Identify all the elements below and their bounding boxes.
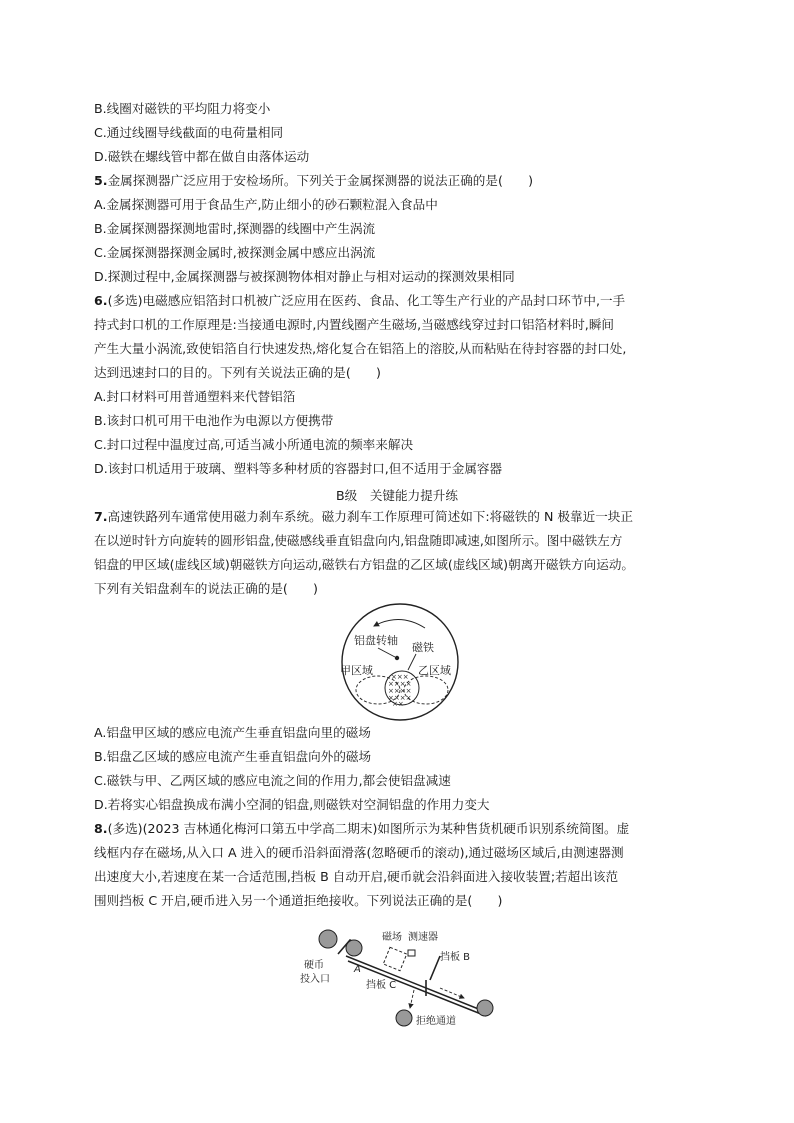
q7-option-c: C.磁铁与甲、乙两区域的感应电流之间的作用力,都会使铝盘减速 — [94, 773, 451, 788]
right-region-label: 乙区域 — [418, 664, 451, 677]
reject-arrow — [410, 990, 414, 1008]
q4-option-c: C.通过线圈导线截面的电荷量相同 — [94, 125, 284, 140]
q4-option-d: D.磁铁在螺线管中都在做自由落体运动 — [94, 149, 310, 164]
q5-stem — [94, 173, 533, 189]
svg-text:××××: ×××× — [388, 687, 412, 695]
q6-stem-line-2: 持式封口机的工作原理是:当接通电源时,内置线圈产生磁场,当磁感线穿过封口铝箔材料时,瞬间 — [94, 317, 615, 332]
left-region-label: 甲区域 — [340, 664, 373, 677]
q5-option-d: D.探测过程中,金属探测器与被探测物体相对静止与相对运动的探测效果相同 — [94, 269, 515, 284]
q8-stem-line-3: 出速度大小,若速度在某一合适范围,挡板 B 自动开启,硬币就会沿斜面进入接收装置;若超出该范 — [94, 869, 619, 884]
q8-number: 8. — [94, 821, 108, 836]
magnet-pointer — [408, 654, 416, 670]
q6-stem-line-1 — [94, 293, 625, 309]
coin-entry-label-1: 硬币 — [304, 960, 324, 971]
q7-aluminum-disc-figure — [330, 600, 470, 724]
q7-option-a: A.铝盘甲区域的感应电流产生垂直铝盘向里的磁场 — [94, 725, 371, 740]
axis-label: 铝盘转轴 — [354, 634, 398, 647]
q6-option-a: A.封口材料可用普通塑料来代替铝箔 — [94, 389, 296, 404]
svg-text:××××: ×××× — [388, 680, 412, 688]
q5-stem-text: 金属探测器广泛应用于安检场所。下列关于金属探测器的说法正确的是( ) — [107, 173, 533, 188]
q8-stem-line-2: 线框内存在磁场,从入口 A 进入的硬币沿斜面滑落(忽略硬币的滚动),通过磁场区域后,由测速器测 — [94, 845, 624, 860]
gate-b — [430, 956, 440, 980]
q8-stem-line-4: 围则挡板 C 开启,硬币进入另一个通道拒绝接收。下列说法正确的是( ) — [94, 893, 503, 908]
rotation-arrow — [374, 619, 425, 628]
speed-sensor — [408, 950, 415, 956]
disc-axis-dot — [395, 656, 399, 660]
q8-coin-sorter-figure — [296, 920, 506, 1028]
coin-entry-2 — [346, 940, 362, 956]
section-heading: B级 关键能力提升练 — [336, 488, 458, 503]
q5-option-b: B.金属探测器探测地雷时,探测器的线圈中产生涡流 — [94, 221, 376, 236]
q7-stem-line-3: 铝盘的甲区域(虚线区域)朝磁铁方向运动,磁铁右方铝盘的乙区域(虚线区域)朝离开磁铁方向运动。 — [94, 557, 635, 572]
coin-entry-label-2: 投入口 — [300, 974, 330, 985]
q6-stem-text-1: (多选)电磁感应铝箔封口机被广泛应用在医药、食品、化工等生产行业的产品封口环节中,一手 — [107, 293, 626, 308]
coin-accepted — [477, 1000, 493, 1016]
q6-number: 6. — [94, 293, 108, 308]
coin-entry-1 — [319, 930, 337, 948]
q4-option-b: B.线圈对磁铁的平均阻力将变小 — [94, 101, 271, 116]
q7-stem-text-1: 高速铁路列车通常使用磁力刹车系统。磁力刹车工作原理可简述如下:将磁铁的 N 极靠近一块正 — [107, 509, 633, 524]
q5-option-c: C.金属探测器探测金属时,被探测金属中感应出涡流 — [94, 245, 376, 260]
field-into-page-marks — [388, 673, 411, 708]
q7-stem-line-4: 下列有关铝盘刹车的说法正确的是( ) — [94, 581, 318, 596]
q6-stem-line-3: 产生大量小涡流,致使铝箔自行快速发热,熔化复合在铝箔上的溶胶,从而粘贴在待封容器的封口处, — [94, 341, 627, 356]
speed-sensor-label: 测速器 — [408, 932, 438, 943]
q6-option-b: B.该封口机可用干电池作为电源以方便携带 — [94, 413, 334, 428]
q7-number: 7. — [94, 509, 108, 524]
svg-text:×××: ××× — [391, 673, 409, 681]
q7-option-b: B.铝盘乙区域的感应电流产生垂直铝盘向外的磁场 — [94, 749, 372, 764]
q6-stem-line-4: 达到迅速封口的目的。下列有关说法正确的是( ) — [94, 365, 381, 380]
q7-stem-line-2: 在以逆时针方向旋转的圆形铝盘,使磁感线垂直铝盘向内,铝盘随即减速,如图所示。图中磁铁左方 — [94, 533, 623, 548]
svg-text:××××: ×××× — [388, 694, 412, 702]
svg-text:××: ×× — [392, 700, 404, 708]
q6-option-d: D.该封口机适用于玻璃、塑料等多种材质的容器封口,但不适用于金属容器 — [94, 461, 503, 476]
gate-b-label: 挡板 B — [440, 952, 471, 963]
axis-pointer — [378, 648, 395, 657]
q8-stem-line-1 — [94, 821, 629, 837]
q7-stem-line-1 — [94, 509, 633, 525]
q5-number: 5. — [94, 173, 108, 188]
q6-option-c: C.封口过程中温度过高,可适当减小所通电流的频率来解决 — [94, 437, 414, 452]
accept-arrow — [440, 988, 464, 998]
q7-option-d: D.若将实心铝盘换成布满小空洞的铝盘,则磁铁对空洞铝盘的作用力变大 — [94, 797, 490, 812]
magnetic-field-label: 磁场 — [382, 932, 402, 943]
magnetic-field-box — [383, 947, 406, 970]
reject-channel-label: 拒绝通道 — [416, 1016, 456, 1027]
q5-option-a: A.金属探测器可用于食品生产,防止细小的砂石颗粒混入食品中 — [94, 197, 438, 212]
coin-rejected — [396, 1010, 412, 1026]
gate-c-label: 挡板 C — [366, 980, 397, 991]
magnet-label: 磁铁 — [412, 641, 434, 654]
entry-a-label: A — [354, 964, 361, 975]
q8-stem-text-1: (多选)(2023 吉林通化梅河口第五中学高二期末)如图所示为某种售货机硬币识别系统简图。虚 — [107, 821, 630, 836]
